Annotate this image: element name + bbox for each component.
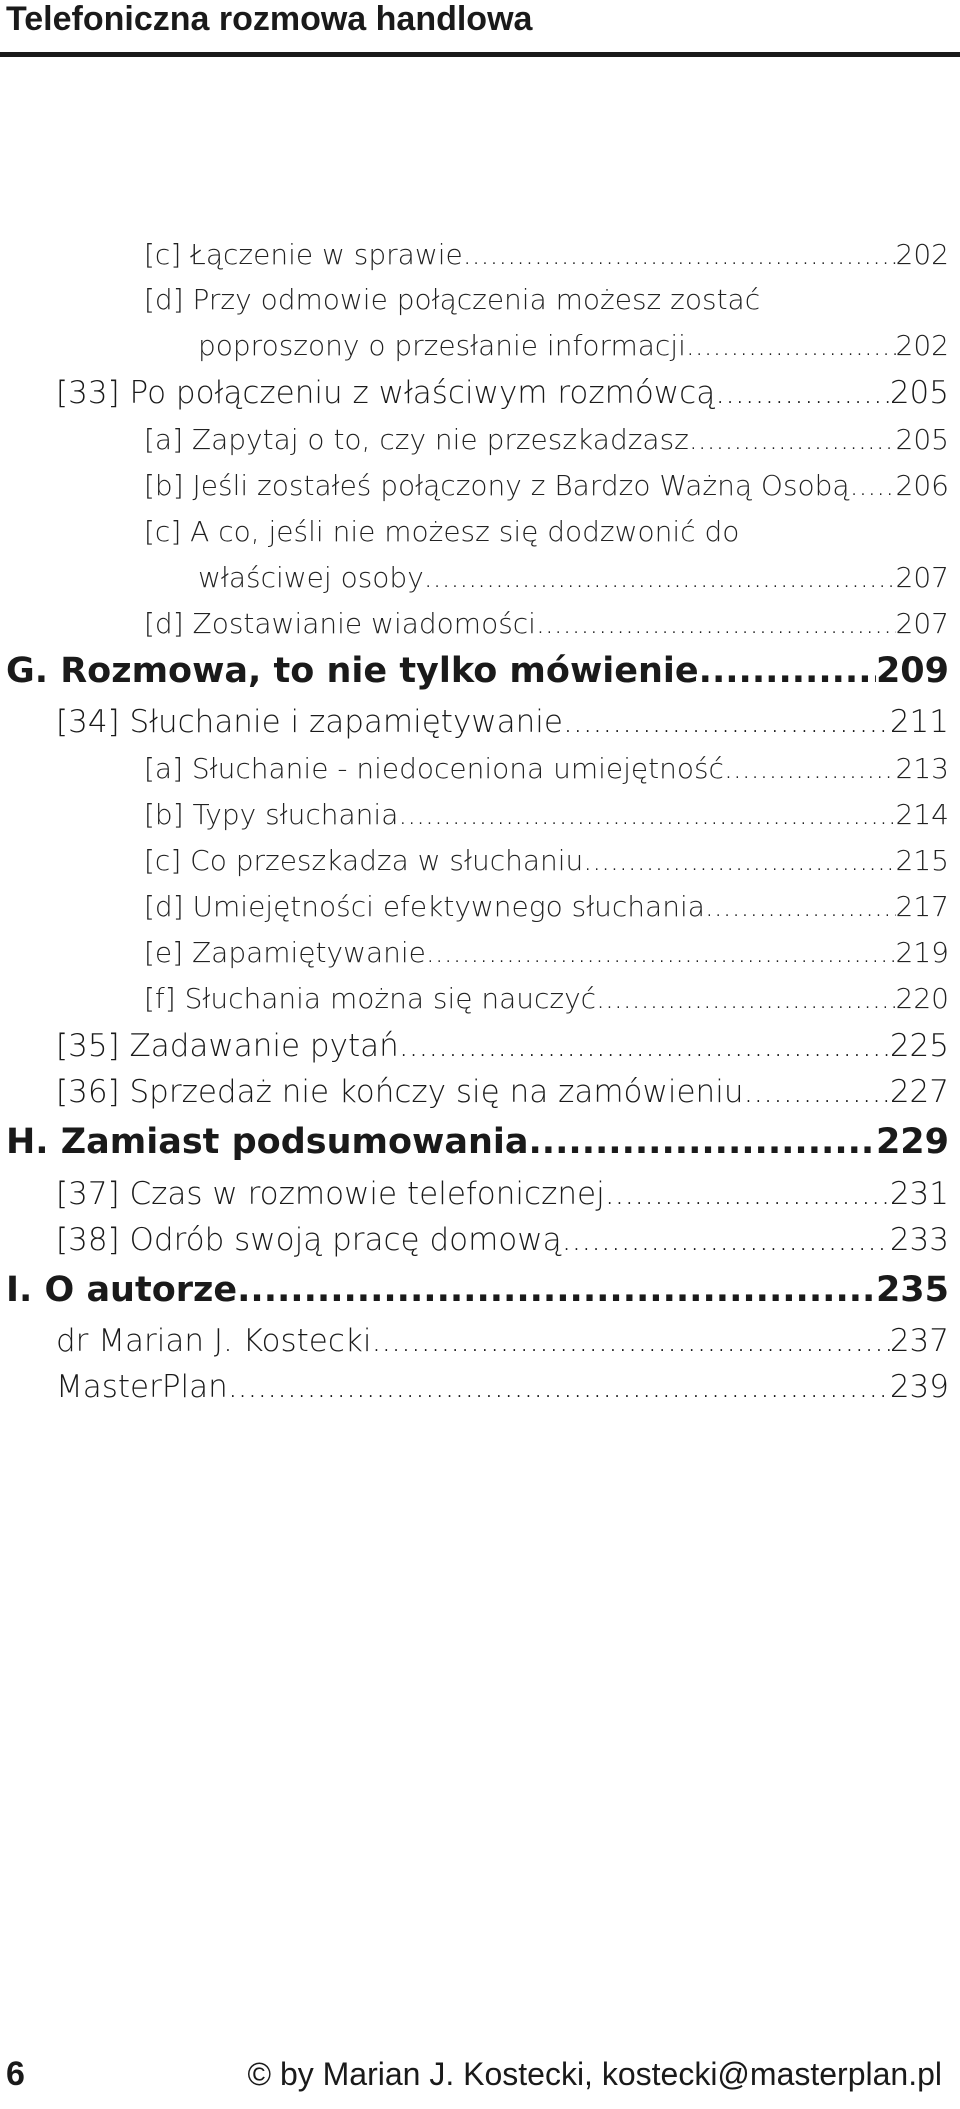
toc-entry[interactable]: [35] Zadawanie pytań ..... 225 [56, 1028, 949, 1064]
copyright-notice: © by Marian J. Kostecki, kostecki@masterplan.pl [247, 2056, 942, 2092]
dot-leader [399, 1028, 890, 1064]
toc-entry[interactable]: [d] Zostawianie wiadomości ..... 207 [144, 607, 949, 640]
toc-section[interactable]: G. Rozmowa, to nie tylko mówienie ..... 209 [6, 651, 949, 691]
dot-leader [371, 1323, 889, 1359]
dot-leader [705, 890, 896, 923]
toc-entry[interactable]: MasterPlan ..... 239 [56, 1369, 949, 1405]
toc-entry[interactable]: [37] Czas w rozmowie telefonicznej ..... 231 [56, 1176, 949, 1212]
toc-entry[interactable]: [c] Co przeszkadza w słuchaniu ..... 215 [144, 844, 949, 877]
toc-entry[interactable]: [c] A co, jeśli nie możesz się dodzwonić do [144, 515, 740, 548]
toc-entry[interactable]: [c] Łączenie w sprawie ..... 202 [144, 238, 949, 271]
dot-leader [562, 1222, 890, 1258]
dot-leader [743, 1074, 889, 1110]
toc-entry[interactable]: [f] Słuchania można się nauczyć ..... 220 [144, 982, 949, 1015]
toc-section[interactable]: H. Zamiast podsumowania ..... 229 [6, 1122, 949, 1162]
toc-entry[interactable]: [e] Zapamiętywanie ..... 219 [144, 936, 949, 969]
running-header-title: Telefoniczna rozmowa handlowa [6, 0, 533, 38]
dot-leader [850, 469, 896, 502]
dot-leader [715, 375, 890, 411]
toc-entry[interactable]: [34] Słuchanie i zapamiętywanie ..... 211 [56, 704, 949, 740]
toc-entry[interactable]: [33] Po połączeniu z właściwym rozmówcą ..... 205 [56, 375, 949, 411]
toc-entry[interactable]: [a] Słuchanie - niedoceniona umiejętność ..... 213 [144, 752, 949, 785]
toc-entry-continuation[interactable]: poproszony o przesłanie informacji ..... 202 [198, 329, 949, 362]
dot-leader [529, 1122, 876, 1162]
dot-leader [237, 1270, 876, 1310]
toc-entry[interactable]: [38] Odrób swoją pracę domową ..... 233 [56, 1222, 949, 1258]
toc-section[interactable]: I. O autorze ..... 235 [6, 1270, 949, 1310]
toc-entry[interactable]: [d] Umiejętności efektywnego słuchania ..... 217 [144, 890, 949, 923]
dot-leader [699, 651, 876, 691]
dot-leader [724, 752, 896, 785]
dot-leader [583, 844, 895, 877]
dot-leader [426, 936, 896, 969]
toc-entry-continuation[interactable]: właściwej osoby ..... 207 [198, 561, 949, 594]
dot-leader [228, 1369, 890, 1405]
toc-entry[interactable]: [36] Sprzedaż nie kończy się na zamówieniu ..... 227 [56, 1074, 949, 1110]
dot-leader [689, 423, 896, 456]
dot-leader [424, 561, 896, 594]
page-header [0, 0, 960, 58]
dot-leader [563, 704, 890, 740]
dot-leader [536, 607, 896, 640]
toc-entry[interactable]: [b] Typy słuchania ..... 214 [144, 798, 949, 831]
dot-leader [463, 238, 896, 271]
toc-entry[interactable]: [d] Przy odmowie połączenia możesz zostać [144, 283, 761, 316]
dot-leader [398, 798, 895, 831]
toc-entry[interactable]: dr Marian J. Kostecki ..... 237 [56, 1323, 949, 1359]
header-rule [0, 52, 960, 57]
dot-leader [596, 982, 895, 1015]
page-number: 6 [6, 2055, 25, 2093]
toc-entry[interactable]: [b] Jeśli zostałeś połączony z Bardzo Ważną Osobą ..... 206 [144, 469, 949, 502]
toc-entry[interactable]: [a] Zapytaj o to, czy nie przeszkadzasz ..... 205 [144, 423, 949, 456]
dot-leader [605, 1176, 890, 1212]
dot-leader [686, 329, 896, 362]
